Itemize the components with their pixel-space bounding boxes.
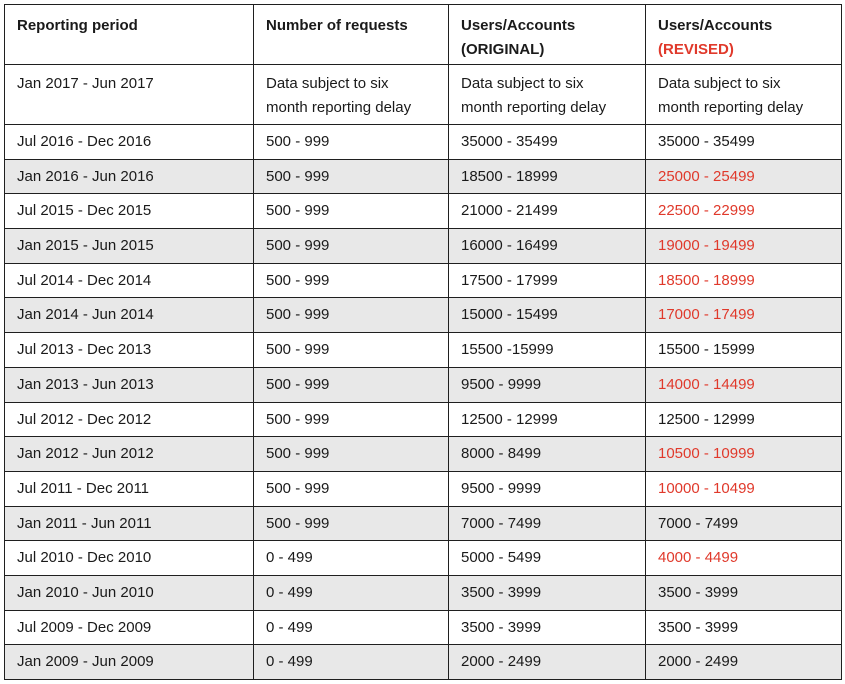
- table-row: [5, 298, 842, 333]
- header-row: [5, 5, 842, 65]
- cell-users-revised: 15500 - 15999: [646, 333, 842, 368]
- cell-period: Jan 2009 - Jun 2009: [5, 645, 254, 680]
- table-row: [5, 506, 842, 541]
- cell-requests: 0 - 499: [254, 645, 449, 680]
- cell-users-revised: 22500 - 22999: [646, 194, 842, 229]
- cell-users-revised: 3500 - 3999: [646, 610, 842, 645]
- cell-users-revised: 2000 - 2499: [646, 645, 842, 680]
- cell-users-original: 35000 - 35499: [449, 125, 646, 160]
- table-body: [5, 65, 842, 680]
- cell-requests: 500 - 999: [254, 298, 449, 333]
- cell-period: Jul 2014 - Dec 2014: [5, 263, 254, 298]
- delay-note-line1: Data subject to six: [658, 75, 781, 92]
- header-users-revised-line1: Users/Accounts: [658, 17, 773, 34]
- cell-period: Jul 2009 - Dec 2009: [5, 610, 254, 645]
- cell-users-revised: 19000 - 19499: [646, 229, 842, 264]
- cell-users-original: 17500 - 17999: [449, 263, 646, 298]
- header-users-original: [449, 5, 646, 65]
- cell-users-original: 7000 - 7499: [449, 506, 646, 541]
- cell-users-original: 9500 - 9999: [449, 471, 646, 506]
- cell-requests: 500 - 999: [254, 333, 449, 368]
- cell-period: Jul 2015 - Dec 2015: [5, 194, 254, 229]
- cell-users-original: 15500 -15999: [449, 333, 646, 368]
- delay-note-line2: month reporting delay: [658, 99, 804, 116]
- cell-users-revised: 18500 - 18999: [646, 263, 842, 298]
- header-users-original-line1: Users/Accounts: [461, 17, 576, 34]
- cell-period: Jan 2012 - Jun 2012: [5, 437, 254, 472]
- header-users-revised: [646, 5, 842, 65]
- cell-users-original: 3500 - 3999: [449, 610, 646, 645]
- table-row: [5, 125, 842, 160]
- cell-requests: 500 - 999: [254, 437, 449, 472]
- cell-users-revised: 3500 - 3999: [646, 575, 842, 610]
- table-row: [5, 194, 842, 229]
- cell-period: Jul 2016 - Dec 2016: [5, 125, 254, 160]
- cell-users-revised: 35000 - 35499: [646, 125, 842, 160]
- cell-period: Jan 2016 - Jun 2016: [5, 159, 254, 194]
- cell-period: Jul 2011 - Dec 2011: [5, 471, 254, 506]
- cell-period: Jan 2011 - Jun 2011: [5, 506, 254, 541]
- cell-requests: 500 - 999: [254, 229, 449, 264]
- cell-users-revised: 12500 - 12999: [646, 402, 842, 437]
- table-row: [5, 229, 842, 264]
- cell-requests: 0 - 499: [254, 575, 449, 610]
- reporting-table: [4, 4, 842, 680]
- header-reporting-period: [5, 5, 254, 65]
- table-row: [5, 645, 842, 680]
- cell-users-original: 21000 - 21499: [449, 194, 646, 229]
- cell-requests: 500 - 999: [254, 402, 449, 437]
- cell-users-revised: 4000 - 4499: [646, 541, 842, 576]
- cell-requests: 500 - 999: [254, 194, 449, 229]
- cell-users-revised: 10500 - 10999: [646, 437, 842, 472]
- cell-period: Jan 2015 - Jun 2015: [5, 229, 254, 264]
- table-row: [5, 402, 842, 437]
- cell-requests: 500 - 999: [254, 471, 449, 506]
- cell-requests: 500 - 999: [254, 367, 449, 402]
- header-reporting-period-label: Reporting period: [17, 17, 138, 34]
- cell-period: Jan 2010 - Jun 2010: [5, 575, 254, 610]
- cell-requests: 0 - 499: [254, 610, 449, 645]
- cell-requests: 0 - 499: [254, 541, 449, 576]
- table-row: [5, 333, 842, 368]
- table-row: [5, 159, 842, 194]
- table-row: [5, 471, 842, 506]
- header-number-of-requests-label: Number of requests: [266, 17, 408, 34]
- cell-requests-delay: [254, 65, 449, 125]
- cell-users-original: 18500 - 18999: [449, 159, 646, 194]
- cell-users-revised: 17000 - 17499: [646, 298, 842, 333]
- header-number-of-requests: [254, 5, 449, 65]
- cell-requests: 500 - 999: [254, 263, 449, 298]
- cell-requests: 500 - 999: [254, 506, 449, 541]
- cell-users-original: 15000 - 15499: [449, 298, 646, 333]
- cell-users-revised: 14000 - 14499: [646, 367, 842, 402]
- header-users-revised-line2: (REVISED): [658, 41, 734, 58]
- header-users-original-line2: (ORIGINAL): [461, 41, 545, 58]
- cell-users-revised: 10000 - 10499: [646, 471, 842, 506]
- delay-note-line1: Data subject to six: [461, 75, 584, 92]
- cell-users-original: 3500 - 3999: [449, 575, 646, 610]
- cell-users-original: 5000 - 5499: [449, 541, 646, 576]
- table-row: [5, 437, 842, 472]
- table-header: [5, 5, 842, 65]
- cell-period: Jul 2010 - Dec 2010: [5, 541, 254, 576]
- cell-period: Jan 2017 - Jun 2017: [5, 65, 254, 125]
- cell-users-original: 9500 - 9999: [449, 367, 646, 402]
- cell-users-original: 8000 - 8499: [449, 437, 646, 472]
- cell-revised-delay: [646, 65, 842, 125]
- delay-note-line2: month reporting delay: [266, 99, 412, 116]
- delay-note-line1: Data subject to six: [266, 75, 389, 92]
- cell-users-original: 2000 - 2499: [449, 645, 646, 680]
- table-row: [5, 610, 842, 645]
- cell-users-original: 16000 - 16499: [449, 229, 646, 264]
- table-row: [5, 541, 842, 576]
- table-row-delay: [5, 65, 842, 125]
- cell-users-original: 12500 - 12999: [449, 402, 646, 437]
- cell-period: Jul 2012 - Dec 2012: [5, 402, 254, 437]
- delay-note-line2: month reporting delay: [461, 99, 607, 116]
- cell-users-revised: 7000 - 7499: [646, 506, 842, 541]
- cell-requests: 500 - 999: [254, 125, 449, 160]
- table-row: [5, 263, 842, 298]
- cell-requests: 500 - 999: [254, 159, 449, 194]
- cell-original-delay: [449, 65, 646, 125]
- cell-period: Jan 2014 - Jun 2014: [5, 298, 254, 333]
- table-row: [5, 575, 842, 610]
- cell-period: Jul 2013 - Dec 2013: [5, 333, 254, 368]
- table-row: [5, 367, 842, 402]
- cell-users-revised: 25000 - 25499: [646, 159, 842, 194]
- cell-period: Jan 2013 - Jun 2013: [5, 367, 254, 402]
